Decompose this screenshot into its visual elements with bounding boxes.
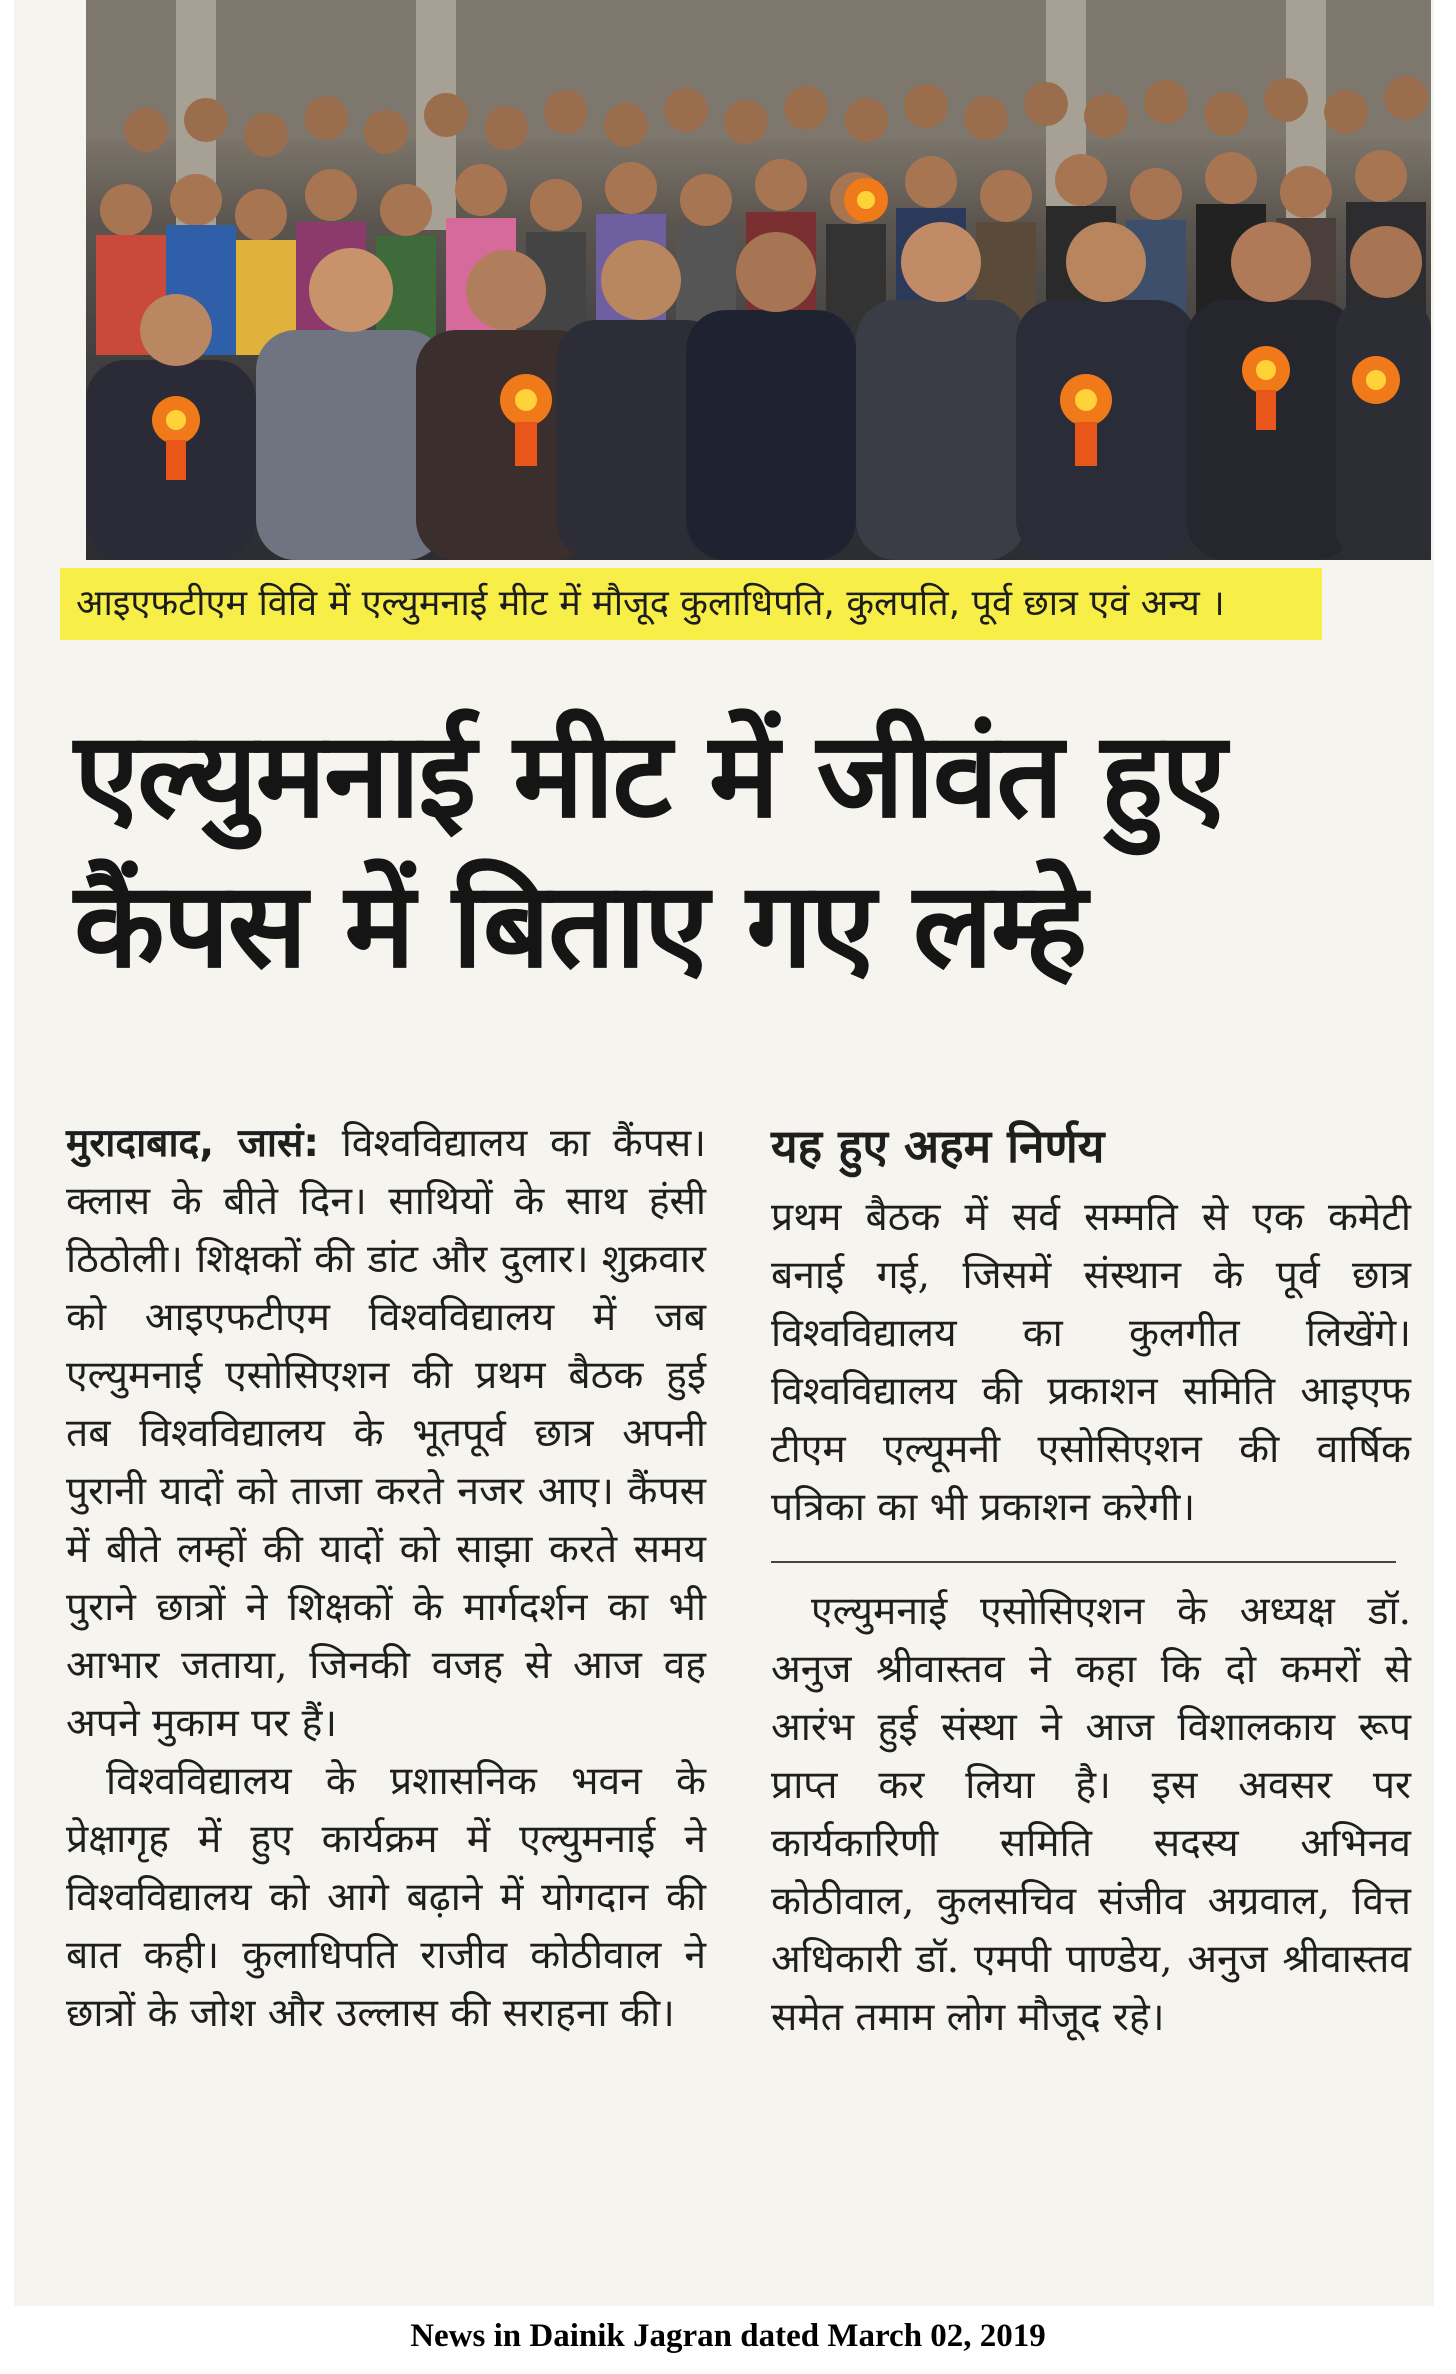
source-credit: News in Dainik Jagran dated March 02, 2019: [410, 2318, 1046, 2354]
right-column: [771, 1115, 1411, 2047]
left-para-2: विश्वविद्यालय के प्रशासनिक भवन के प्रेक्षागृह में हुए कार्यक्रम में एल्युमनाई ने विश्वविद्यालय को आगे बढ़ाने में योगदान की बात कही। कुलाधिपति राजीव कोठीवाल ने छात्रों के जोश और उल्लास की सराहना की।: [66, 1759, 706, 2036]
newspaper-clipping: [14, 0, 1434, 2306]
left-column: [66, 1115, 706, 2043]
crowd-illustration: [86, 0, 1431, 560]
right-para-2: एल्युमनाई एसोसिएशन के अध्यक्ष डॉ. अनुज श्रीवास्तव ने कहा कि दो कमरों से आरंभ हुई संस्था ने आज विशालकाय रूप प्राप्त कर लिया है। इस अवसर पर कार्यकारिणी समिति सदस्य अभिनव कोठीवाल, कुलसचिव संजीव अग्रवाल, वित्त अधिकारी डॉ. एमपी पाण्डेय, अनुज श्रीवास्तव समेत तमाम लोग मौजूद रहे।: [771, 1589, 1411, 2040]
group-photo: [86, 0, 1431, 560]
headline-line-2: कैंपस में बिताए गए लम्हे: [74, 856, 1086, 994]
photo-caption: आइएफटीएम विवि में एल्युमनाई मीट में मौजूद कुलाधिपति, कुलपति, पूर्व छात्र एवं अन्य ।: [60, 568, 1322, 640]
dateline: मुरादाबाद, जासं:: [66, 1121, 319, 1166]
subheading: यह हुए अहम निर्णय: [771, 1119, 1105, 1173]
headline-line-1: एल्युमनाई मीट में जीवंत हुए: [74, 706, 1225, 844]
column-divider: [771, 1561, 1396, 1563]
right-para-1: प्रथम बैठक में सर्व सम्मति से एक कमेटी बनाई गई, जिसमें संस्थान के पूर्व छात्र विश्वविद्यालय का कुलगीत लिखेंगे। विश्वविद्यालय की प्रकाशन समिति आइएफ टीएम एल्यूमनी एसोसिएशन की वार्षिक पत्रिका का भी प्रकाशन करेगी।: [771, 1195, 1411, 1530]
left-para-1-text: विश्वविद्यालय का कैंपस। क्लास के बीते दिन। साथियों के साथ हंसी ठिठोली। शिक्षकों की डांट और दुलार। शुक्रवार को आइएफटीएम विश्वविद्यालय में जब एल्युमनाई एसोसिएशन की प्रथम बैठक हुई तब विश्वविद्यालय के भूतपूर्व छात्र अपनी पुरानी यादों को ताजा करते नजर आए। कैंपस में बीते लम्हों की यादों को साझा करते समय पुराने छात्रों ने शिक्षकों के मार्गदर्शन का भी आभार जताया, जिनकी वजह से आज वह अपने मुकाम पर हैं।: [66, 1121, 706, 1746]
left-para-1: [66, 1115, 706, 1753]
headline: [74, 700, 1394, 1000]
